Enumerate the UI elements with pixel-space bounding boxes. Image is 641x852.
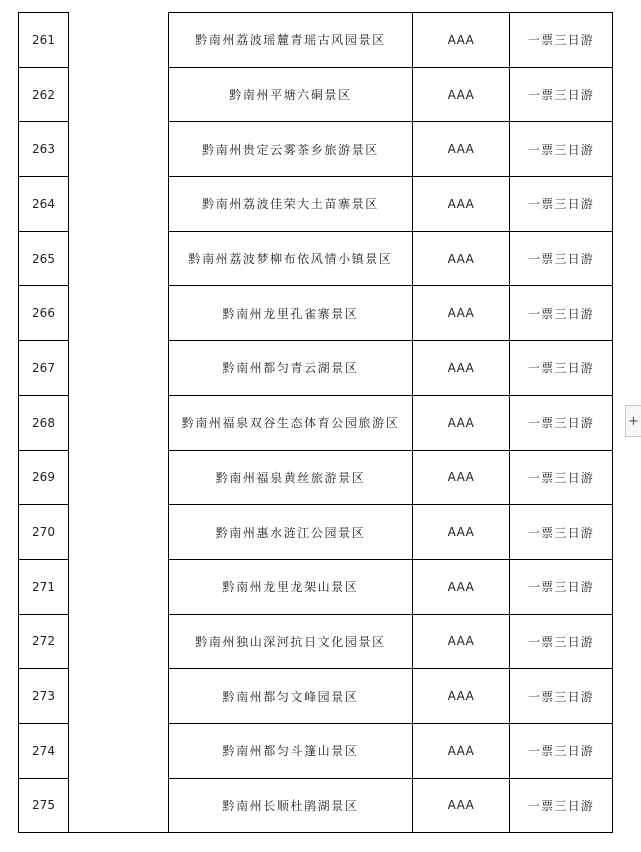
ticket-cell: 一票三日游: [510, 67, 613, 122]
row-number-cell: 274: [19, 723, 69, 778]
scenic-name-cell: 黔南州荔波梦柳布依风情小镇景区: [169, 231, 413, 286]
level-cell: AAA: [413, 13, 510, 68]
ticket-cell: 一票三日游: [510, 122, 613, 177]
scenic-name-cell: 黔南州龙里孔雀寨景区: [169, 286, 413, 341]
row-number-cell: 272: [19, 614, 69, 669]
row-number-cell: 275: [19, 778, 69, 833]
level-cell: AAA: [413, 614, 510, 669]
scenic-name-cell: 黔南州长顺杜鹃湖景区: [169, 778, 413, 833]
level-cell: AAA: [413, 559, 510, 614]
table-body: [19, 13, 613, 833]
ticket-cell: 一票三日游: [510, 231, 613, 286]
row-number-cell: 262: [19, 67, 69, 122]
row-number-cell: 266: [19, 286, 69, 341]
expand-button[interactable]: [625, 405, 641, 437]
row-number-cell: 265: [19, 231, 69, 286]
scenic-name-cell: 黔南州龙里龙架山景区: [169, 559, 413, 614]
row-number-cell: 270: [19, 505, 69, 560]
level-cell: AAA: [413, 450, 510, 505]
scenic-name-cell: 黔南州平塘六硐景区: [169, 67, 413, 122]
scenic-name-cell: 黔南州荔波瑶麓青瑶古风园景区: [169, 13, 413, 68]
ticket-cell: 一票三日游: [510, 669, 613, 724]
row-number-cell: 264: [19, 177, 69, 232]
row-number-cell: 267: [19, 341, 69, 396]
row-number-cell: 273: [19, 669, 69, 724]
level-cell: AAA: [413, 286, 510, 341]
ticket-cell: 一票三日游: [510, 450, 613, 505]
level-cell: AAA: [413, 395, 510, 450]
level-cell: AAA: [413, 341, 510, 396]
scenic-name-cell: 黔南州都匀文峰园景区: [169, 669, 413, 724]
scenic-name-cell: 黔南州福泉黄丝旅游景区: [169, 450, 413, 505]
level-cell: AAA: [413, 669, 510, 724]
ticket-cell: 一票三日游: [510, 614, 613, 669]
scenic-name-cell: 黔南州独山深河抗日文化园景区: [169, 614, 413, 669]
level-cell: AAA: [413, 177, 510, 232]
ticket-cell: 一票三日游: [510, 505, 613, 560]
table-row: [19, 13, 613, 68]
ticket-cell: 一票三日游: [510, 177, 613, 232]
level-cell: AAA: [413, 723, 510, 778]
level-cell: AAA: [413, 231, 510, 286]
ticket-cell: 一票三日游: [510, 778, 613, 833]
row-number-cell: 263: [19, 122, 69, 177]
scenic-name-cell: 黔南州福泉双谷生态体育公园旅游区: [169, 395, 413, 450]
ticket-cell: 一票三日游: [510, 395, 613, 450]
row-number-cell: 271: [19, 559, 69, 614]
ticket-cell: 一票三日游: [510, 341, 613, 396]
scenic-name-cell: 黔南州荔波佳荣大土苗寨景区: [169, 177, 413, 232]
level-cell: AAA: [413, 122, 510, 177]
scenic-name-cell: 黔南州惠水涟江公园景区: [169, 505, 413, 560]
merged-category-cell: [69, 13, 169, 833]
ticket-cell: 一票三日游: [510, 559, 613, 614]
row-number-cell: 269: [19, 450, 69, 505]
level-cell: AAA: [413, 505, 510, 560]
scenic-name-cell: 黔南州都匀青云湖景区: [169, 341, 413, 396]
scenic-name-cell: 黔南州贵定云雾茶乡旅游景区: [169, 122, 413, 177]
ticket-cell: 一票三日游: [510, 13, 613, 68]
ticket-cell: 一票三日游: [510, 286, 613, 341]
row-number-cell: 261: [19, 13, 69, 68]
level-cell: AAA: [413, 778, 510, 833]
row-number-cell: 268: [19, 395, 69, 450]
level-cell: AAA: [413, 67, 510, 122]
scenic-area-table: [18, 12, 613, 833]
plus-icon: +: [628, 413, 639, 429]
scenic-name-cell: 黔南州都匀斗篷山景区: [169, 723, 413, 778]
ticket-cell: 一票三日游: [510, 723, 613, 778]
